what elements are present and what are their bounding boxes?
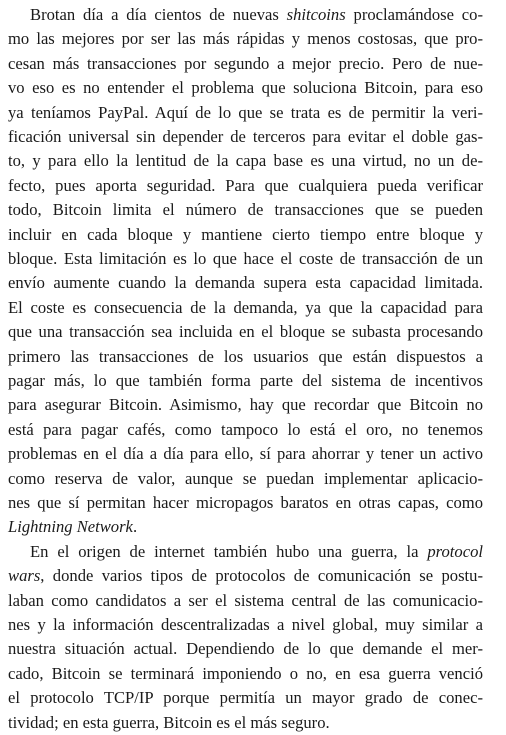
- text-line: [8, 174, 483, 198]
- text-run: cesan más transacciones por segundo a mejor precio. Pero de nue-: [8, 53, 483, 73]
- text-line: [8, 27, 483, 51]
- text-line: [30, 3, 483, 27]
- text-run: todo, Bitcoin limita el número de transacciones que se pueden: [8, 200, 483, 220]
- text-run: primero las transacciones de los usuarios que están dispuestos a: [8, 346, 483, 366]
- text-run: mo las mejores por ser las más rápidas y menos costosas, que pro-: [8, 29, 483, 49]
- text-line: [8, 393, 483, 417]
- text-line: [8, 711, 483, 735]
- text-line: [8, 369, 483, 393]
- text-line: [8, 271, 483, 295]
- text-line: [8, 296, 483, 320]
- text-line: [8, 515, 483, 539]
- text-line: [8, 613, 483, 637]
- text-run: .: [132, 517, 138, 537]
- text-run: como reserva de valor, aunque se puedan implementar aplicacio-: [8, 468, 483, 488]
- text-run: El coste es consecuencia de la demanda, ya que la capacidad para: [8, 297, 483, 317]
- text-line: [8, 564, 483, 588]
- text-run: tividad; en esta guerra, Bitcoin es el más seguro.: [8, 712, 330, 732]
- text-run: to, y para ello la lentitud de la capa base es una virtud, no un de-: [8, 151, 483, 171]
- text-line: [8, 52, 483, 76]
- text-run: En el origen de internet también hubo una guerra, la: [30, 541, 428, 561]
- text-line: [8, 442, 483, 466]
- text-line: [8, 467, 483, 491]
- text-line: [8, 125, 483, 149]
- text-line: [8, 491, 483, 515]
- italic-term: shitcoins: [286, 5, 346, 24]
- text-run: incluir en cada bloque y mantiene cierto tiempo entre bloque y: [8, 224, 483, 244]
- text-run: problemas en el día a día para ello, sí para ahorrar y tener un activo: [8, 444, 483, 464]
- text-line: [8, 247, 483, 271]
- text-line: [8, 320, 483, 344]
- text-run: cado, Bitcoin se terminará imponiendo o no, en esa guerra venció: [8, 663, 483, 683]
- text-run: nes que sí permitan hacer micropagos baratos en otras capas, como: [8, 493, 483, 512]
- text-line: [8, 637, 483, 661]
- text-run: vo eso es no entender el problema que soluciona Bitcoin, para eso: [8, 78, 483, 98]
- text-line: [30, 540, 483, 564]
- text-run: el protocolo TCP/IP porque permitía un mayor grado de conec-: [8, 688, 483, 708]
- text-run: está para pagar cafés, como tampoco lo está el oro, no tenemos: [8, 419, 483, 439]
- text-run: bloque. Esta limitación es lo que hace el coste de transacción de un: [8, 249, 483, 268]
- text-run: para asegurar Bitcoin. Asimismo, hay que recordar que Bitcoin no: [8, 395, 483, 415]
- text-line: [8, 76, 483, 100]
- text-line: [8, 223, 483, 247]
- italic-term: Lightning Network: [8, 517, 133, 537]
- text-line: [8, 662, 483, 686]
- text-run: proclamándose co-: [345, 5, 483, 24]
- text-run: nes y la información descentralizadas a nivel global, muy similar a: [8, 615, 483, 634]
- text-run: que una transacción sea incluida en el bloque se subasta procesando: [8, 322, 483, 342]
- text-line: [8, 101, 483, 125]
- text-line: [8, 686, 483, 710]
- text-line: [8, 418, 483, 442]
- text-line: [8, 198, 483, 222]
- text-line: [8, 589, 483, 613]
- text-run: fecto, pues aporta seguridad. Para que cualquiera pueda verificar: [8, 175, 483, 195]
- italic-term: protocol: [427, 541, 483, 561]
- text-line: [8, 149, 483, 173]
- text-run: ya teníamos PayPal. Aquí de lo que se trata es de permitir la veri-: [8, 102, 483, 122]
- text-run: pagar más, lo que también forma parte del sistema de incentivos: [8, 371, 483, 390]
- text-run: Brotan día a día cientos de nuevas: [30, 5, 287, 24]
- text-line: [8, 345, 483, 369]
- italic-term: wars: [8, 566, 41, 586]
- text-run: laban como candidatos a ser el sistema central de las comunicacio-: [8, 590, 483, 610]
- text-run: ficación universal sin depender de terceros para evitar el doble gas-: [8, 127, 483, 146]
- text-run: envío aumente cuando la demanda supera esta capacidad limitada.: [8, 273, 483, 293]
- text-run: nuestra situación actual. Dependiendo de lo que demande el mer-: [8, 639, 483, 659]
- text-run: , donde varios tipos de protocolos de comunicación se postu-: [40, 566, 483, 586]
